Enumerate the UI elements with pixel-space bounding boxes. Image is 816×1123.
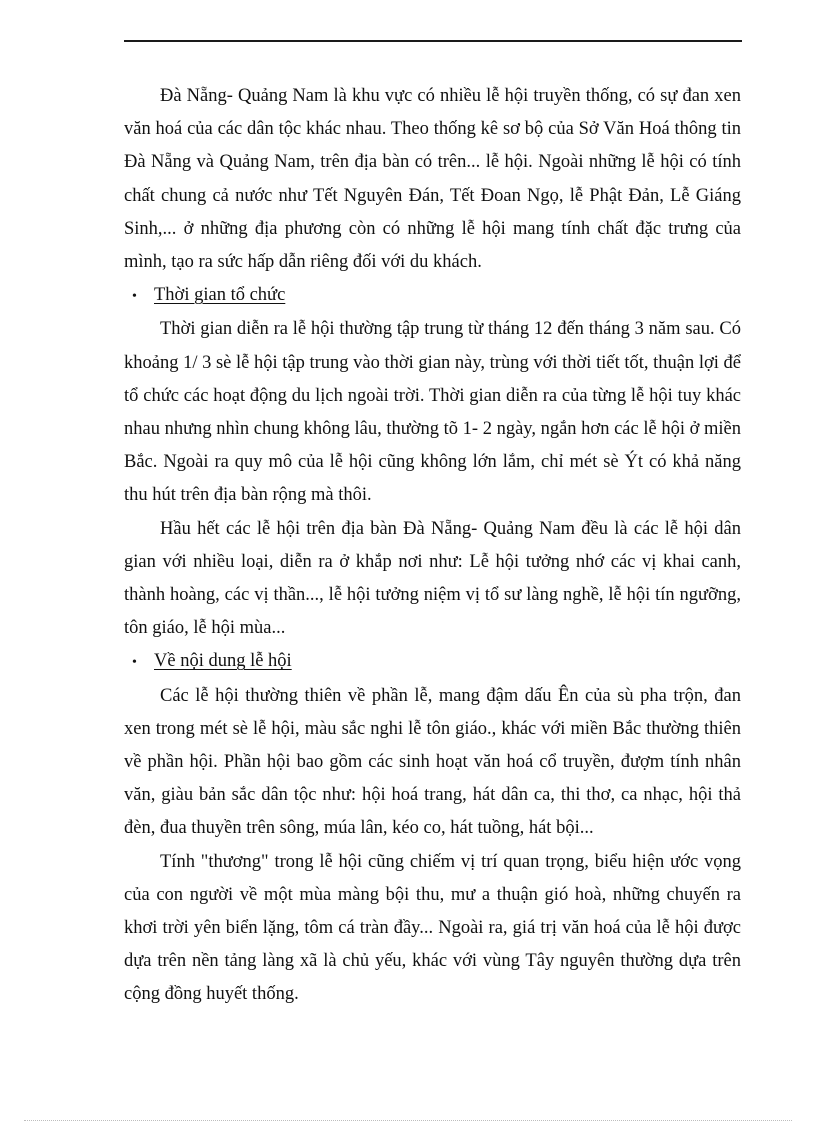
bullet-icon: •	[132, 655, 137, 671]
header-rule	[124, 40, 742, 42]
time-paragraph-1: Thời gian diễn ra lễ hội thường tập trung từ tháng 12 đến tháng 3 năm sau. Có khoảng 1/ 3 sè lễ hội tập trung vào thời gian này, trùng với thời tiết tốt, thuận lợi để tổ chức các hoạt động du lịch ngoài trời. Thời gian diễn ra của từng lễ hội tuy khác nhau nhưng nhìn chung không lâu, thường tõ 1- 2 ngày, ngắn hơn các lễ hội ở miền Bắc. Ngoài ra quy mô của lễ hội cũng không lớn lắm, chỉ mét sè Ýt có khả năng thu hút trên địa bàn rộng mà thôi.	[124, 319, 741, 506]
time-paragraph-2: Hầu hết các lễ hội trên địa bàn Đà Nẵng- Quảng Nam đều là các lễ hội dân gian với nhiều loại, diễn ra ở khắp nơi như: Lễ hội tưởng nhớ các vị khai canh, thành hoàng, các vị thần..., lễ hội tưởng niệm vị tổ sư làng nghề, lễ hội tín ngưỡng, tôn giáo, lễ hội mùa...	[124, 518, 741, 639]
bullet-icon: •	[132, 289, 137, 305]
page-bottom-border	[24, 1120, 792, 1121]
content-paragraph-2: Tính "thương" trong lễ hội cũng chiếm vị trí quan trọng, biểu hiện ước vọng của con người về một mùa màng bội thu, mư a thuận gió hoà, những chuyến ra khơi trời yên biển lặng, tôm cá tràn đầy... Ngoài ra, giá trị văn hoá của lễ hội được dựa trên nền tảng làng xã là chủ yếu, khác với vùng Tây nguyên thường dựa trên cộng đồng huyết thống.	[124, 851, 741, 1005]
content-paragraph-1: Các lễ hội thường thiên về phần lễ, mang đậm dấu Ên của sù pha trộn, đan xen trong mét sè lễ hội, màu sắc nghi lễ tôn giáo., khác với miền Bắc thường thiên về phần hội. Phần hội bao gồm các sinh hoạt văn hoá cổ truyền, đượm tính nhân văn, giàu bản sắc dân tộc như: hội hoá trang, hát dân ca, thi thơ, ca nhạc, hội thả đèn, đua thuyền trên sông, múa lân, kéo co, hát tuồng, hát bội...	[124, 685, 741, 839]
section-heading-content	[124, 645, 741, 679]
section-heading-label: Về nội dung lễ hội	[154, 651, 292, 672]
intro-paragraph: Đà Nẵng- Quảng Nam là khu vực có nhiều lễ hội truyền thống, có sự đan xen văn hoá của các dân tộc khác nhau. Theo thống kê sơ bộ của Sở Văn Hoá thông tin Đà Nẵng và Quảng Nam, trên địa bàn có trên... lễ hội. Ngoài những lễ hội có tính chất chung cả nước như Tết Nguyên Đán, Tết Đoan Ngọ, lễ Phật Đản, Lễ Giáng Sinh,... ở những địa phương còn có những lễ hội mang tính chất đặc trưng của mình, tạo ra sức hấp dẫn riêng đối với du khách.	[124, 86, 741, 273]
section-heading-label: Thời gian tổ chức	[154, 285, 286, 306]
document-body	[124, 80, 741, 1012]
section-heading-time	[124, 279, 741, 313]
